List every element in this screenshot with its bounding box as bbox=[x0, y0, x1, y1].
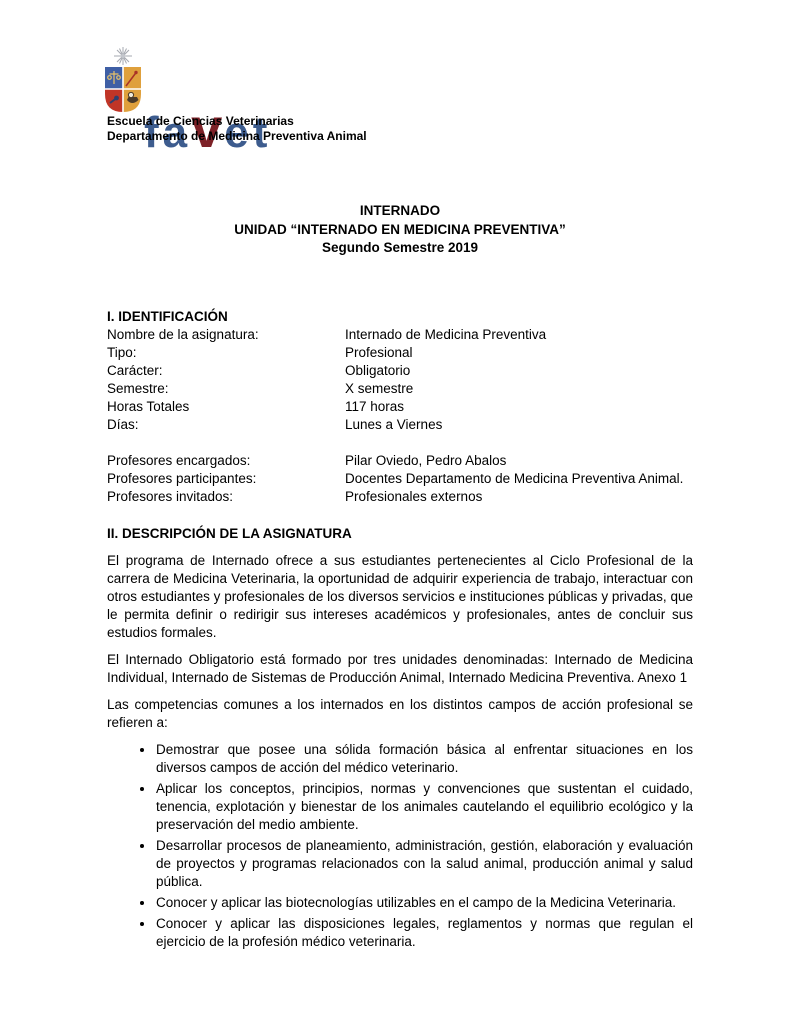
field-label: Carácter: bbox=[107, 363, 163, 378]
description-paragraph: El programa de Internado ofrece a sus estudiantes pertenecientes al Ciclo Profesional de la carrera de Medicina Veterinaria, la oportunidad de adquirir experiencia de trabajo, interactuar con otros estudiantes y profesionales de los diversos servicios e instituciones públicas y privadas, que le permita definir o redirigir sus intereses académicos y profesionales, antes de concluir sus estudios formales. bbox=[107, 553, 693, 640]
field-row bbox=[107, 344, 693, 362]
competencies-list bbox=[107, 741, 693, 951]
field-label: Horas Totales bbox=[107, 399, 190, 414]
competency-item: • Desarrollar procesos de planeamiento, administración, gestión, elaboración y evaluación de proyectos y programas relacionados con la salud animal, producción animal y salud pública. bbox=[155, 837, 693, 891]
staff-label: Profesores participantes: bbox=[107, 471, 257, 486]
department-name: Departamento de Medicina Preventiva Animal bbox=[107, 128, 367, 143]
competency-item: • Conocer y aplicar las disposiciones legales, reglamentos y normas que regulan el ejercicio de la profesión médico veterinaria. bbox=[155, 915, 693, 951]
field-value: Profesional bbox=[345, 345, 413, 360]
university-crest-icon bbox=[104, 46, 142, 114]
competency-item: • Aplicar los conceptos, principios, normas y convenciones que sustentan el cuidado, tenencia, explotación y bienestar de los animales cautelando el equilibrio ecológico y la preservación del medio ambiente. bbox=[155, 780, 693, 834]
staff-row bbox=[107, 452, 693, 470]
section-heading-description: II. DESCRIPCIÓN DE LA ASIGNATURA bbox=[107, 526, 352, 541]
institution-lines bbox=[107, 114, 367, 143]
staff-label: Profesores encargados: bbox=[107, 453, 251, 468]
field-label: Semestre: bbox=[107, 381, 169, 396]
competency-item: • Demostrar que posee una sólida formación básica al enfrentar situaciones en los diversos campos de acción del médico veterinario. bbox=[155, 741, 693, 777]
staff-row bbox=[107, 470, 693, 488]
field-row bbox=[107, 416, 693, 434]
field-row bbox=[107, 398, 693, 416]
section-heading-identification: I. IDENTIFICACIÓN bbox=[107, 309, 228, 324]
document-body bbox=[107, 308, 693, 954]
field-value: Obligatorio bbox=[345, 363, 411, 378]
title-line-3: Segundo Semestre 2019 bbox=[321, 240, 479, 255]
field-row bbox=[107, 362, 693, 380]
staff-row bbox=[107, 488, 693, 506]
staff-value: Pilar Oviedo, Pedro Abalos bbox=[345, 453, 507, 468]
field-value: 117 horas bbox=[345, 399, 405, 414]
wordmark-part-v: v bbox=[191, 96, 225, 159]
description-paragraph: Las competencias comunes a los internados en los distintos campos de acción profesional se refieren a: bbox=[107, 697, 693, 730]
staff-value: Docentes Departamento de Medicina Preventiva Animal. bbox=[345, 471, 684, 486]
field-value: Internado de Medicina Preventiva bbox=[345, 327, 547, 342]
staff-value: Profesionales externos bbox=[345, 489, 483, 504]
school-name: Escuela de Ciencias Veterinarias bbox=[107, 114, 294, 128]
spacer bbox=[107, 434, 693, 452]
staff-label: Profesores invitados: bbox=[107, 489, 234, 504]
competency-item: • Conocer y aplicar las biotecnologías utilizables en el campo de la Medicina Veterinaria. bbox=[155, 894, 693, 912]
field-row bbox=[107, 326, 693, 344]
document-title bbox=[0, 202, 800, 258]
description-paragraph: El Internado Obligatorio está formado por tres unidades denominadas: Internado de Medicina Individual, Internado de Sistemas de Producción Animal, Internado Medicina Preventiva. Anexo 1 bbox=[107, 652, 693, 685]
title-line-2: UNIDAD “INTERNADO EN MEDICINA PREVENTIVA” bbox=[234, 221, 566, 237]
title-line-1: INTERNADO bbox=[359, 203, 441, 218]
field-row bbox=[107, 380, 693, 398]
field-label: Nombre de la asignatura: bbox=[107, 327, 259, 342]
field-label: Tipo: bbox=[107, 345, 137, 360]
field-label: Días: bbox=[107, 417, 139, 432]
field-value: X semestre bbox=[345, 381, 414, 396]
wordmark-part-fa: fa bbox=[144, 108, 192, 157]
wordmark-part-et: et bbox=[224, 108, 272, 157]
field-value: Lunes a Viernes bbox=[345, 417, 443, 432]
